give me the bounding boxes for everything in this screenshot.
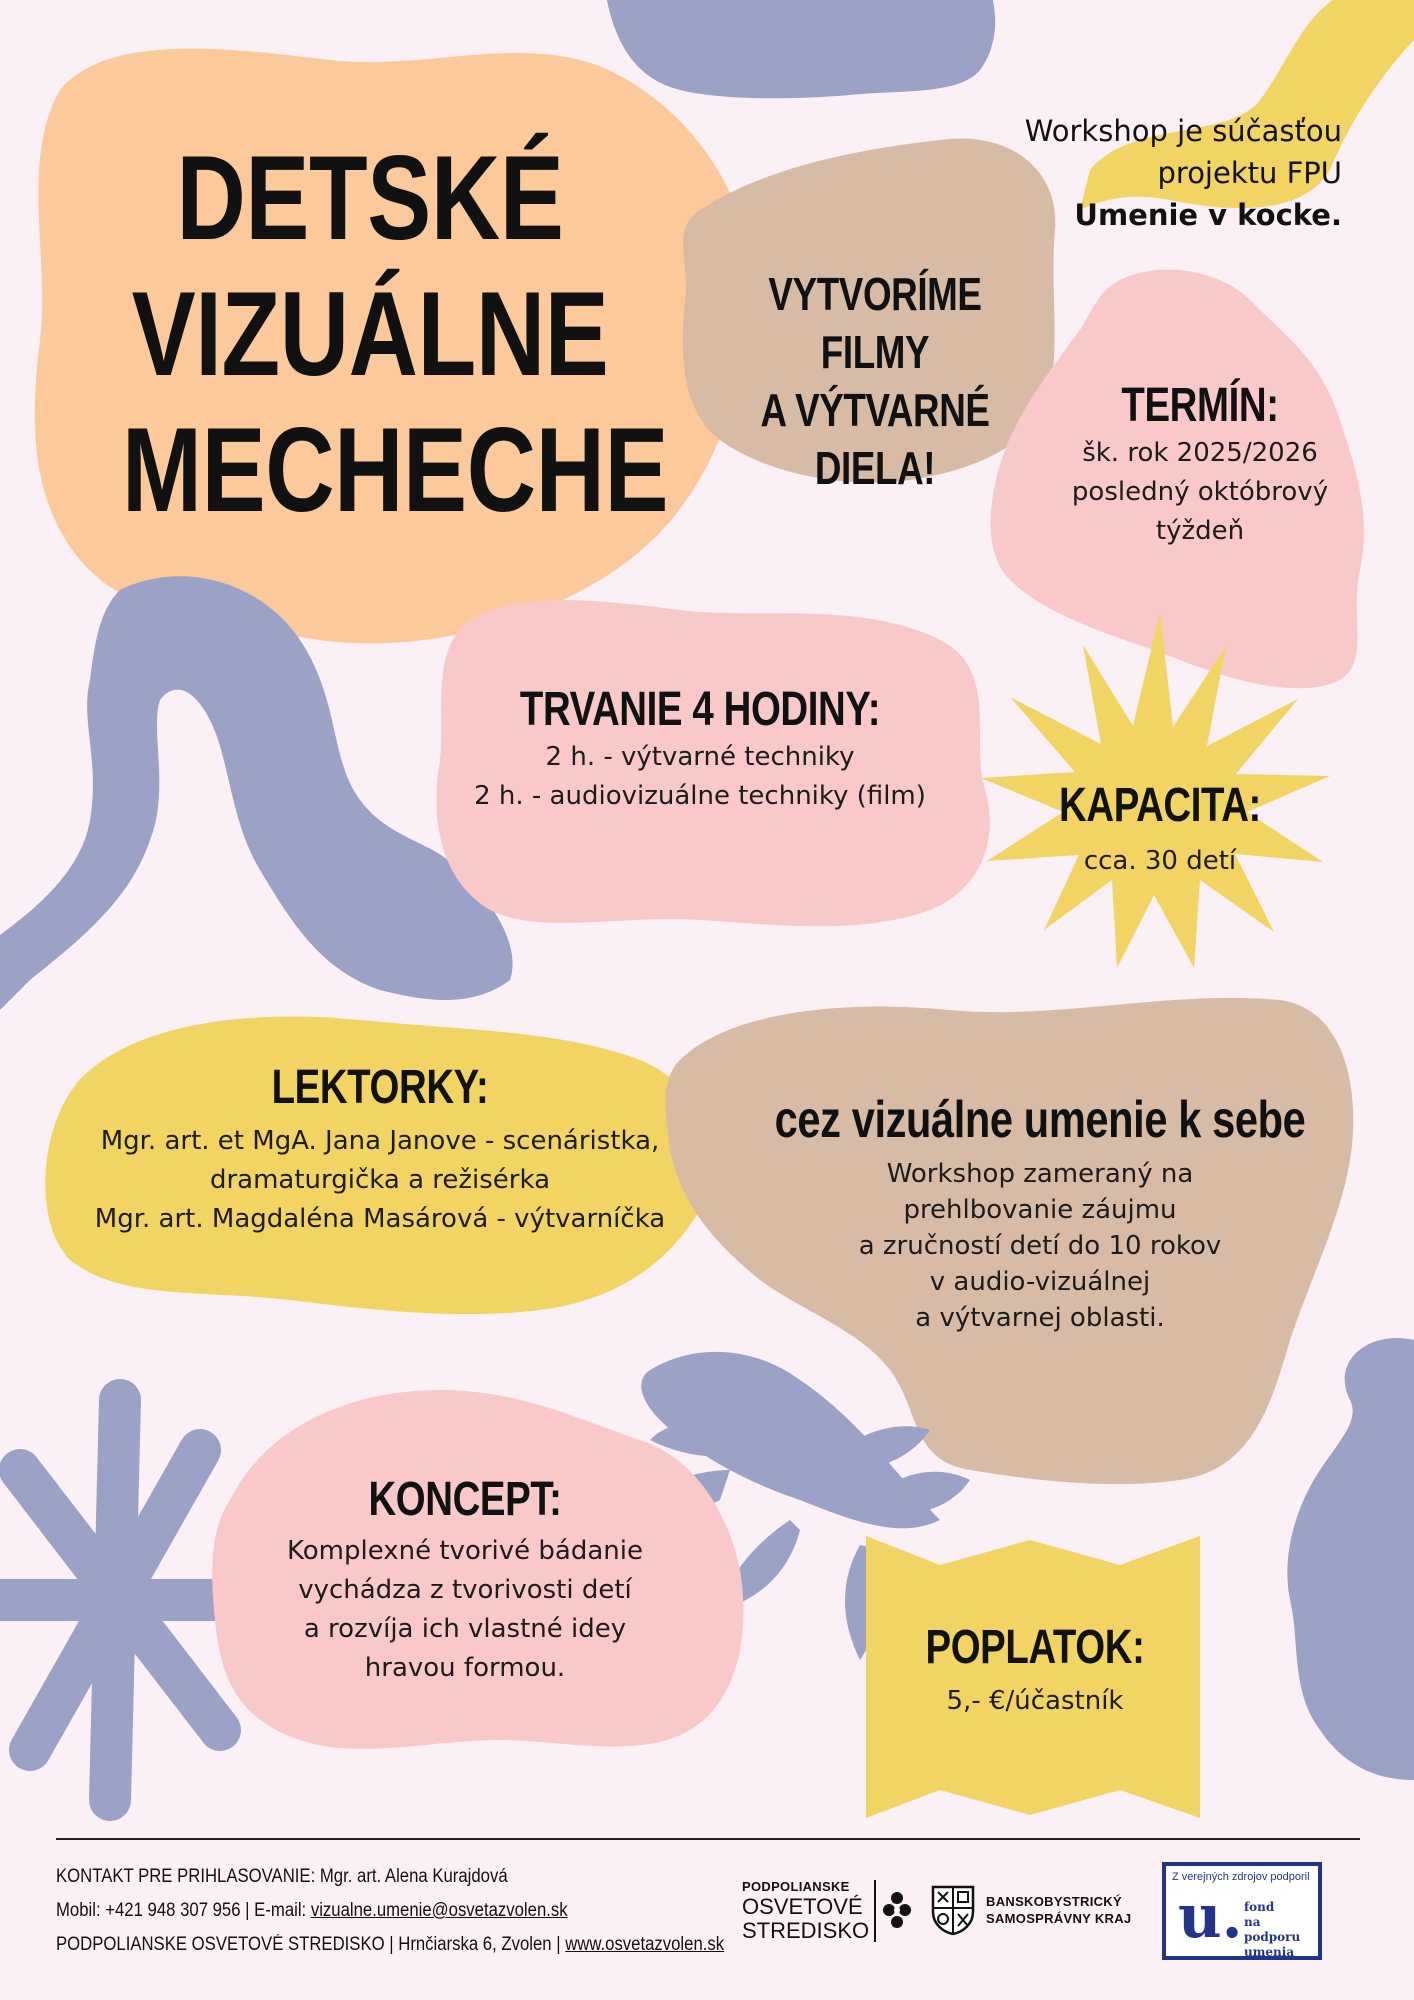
- koncept-line: Komplexné tvorivé bádanie: [286, 1536, 643, 1566]
- contact-info: [56, 1860, 815, 1962]
- fpu-logo-name-2: na podporu: [1244, 1915, 1301, 1944]
- title-line-2: VIZUÁLNE: [131, 267, 609, 401]
- bbsk-logo: [930, 1884, 1131, 1936]
- contact-person: KONTAKT PRE PRIHLASOVANIE: Mgr. art. Alena Kurajdová: [56, 1866, 508, 1887]
- lektorky-section: [40, 1060, 720, 1239]
- umenie-line: prehlbovanie záujmu: [903, 1195, 1177, 1225]
- termin-heading: TERMÍN:: [1121, 379, 1279, 432]
- pos-logo-line-2: OSVETOVÉ: [742, 1894, 863, 1919]
- contact-mobile-row: [56, 1894, 724, 1928]
- lektorky-line: Mgr. art. Magdaléna Masárová - výtvarníčka: [94, 1204, 666, 1234]
- koncept-line: a rozvíja ich vlastné idey: [303, 1614, 627, 1644]
- trvanie-line: 2 h. - výtvarné techniky: [545, 742, 855, 772]
- bbsk-logo-line-2: SAMOSPRÁVNY KRAJ: [986, 1911, 1132, 1926]
- lavender-blob-bottom-right-shape: [1287, 1338, 1414, 1780]
- kapacita-value: cca. 30 detí: [1083, 846, 1237, 876]
- project-line-1: Workshop je súčasťou: [1024, 114, 1342, 148]
- umenie-line: a zručností detí do 10 rokov: [858, 1231, 1222, 1261]
- project-note: [1025, 110, 1342, 236]
- tagline-line-1: VYTVORÍME FILMY: [768, 268, 982, 378]
- website-link[interactable]: www.osvetazvolen.sk: [565, 1934, 725, 1955]
- trvanie-heading: TRVANIE 4 HODINY:: [519, 683, 881, 736]
- termin-line: posledný októbrový: [1071, 477, 1329, 507]
- poplatok-value: 5,- €/účastník: [946, 1686, 1124, 1716]
- poplatok-section: [880, 1620, 1190, 1721]
- fpu-logo-caption: Z verejných zdrojov podporil: [1172, 1871, 1310, 1883]
- lektorky-heading: LEKTORKY:: [271, 1061, 489, 1114]
- koncept-body: [230, 1532, 700, 1688]
- koncept-heading: KONCEPT:: [368, 1473, 562, 1526]
- termin-body: [1010, 434, 1390, 551]
- bbsk-logo-line-1: BANSKOBYSTRICKÝ: [986, 1894, 1122, 1909]
- title-line-1: DETSKÉ: [176, 131, 564, 265]
- fpu-logo-name: [1244, 1900, 1318, 1960]
- kapacita-heading: KAPACITA:: [1059, 779, 1261, 832]
- tagline: [719, 265, 1031, 497]
- bbsk-logo-text: [986, 1893, 1131, 1927]
- fpu-logo: [1162, 1862, 1322, 1960]
- lektorky-body: [40, 1122, 720, 1239]
- umenie-line: v audio-vizuálnej: [929, 1267, 1151, 1297]
- koncept-line: vychádza z tvorivosti detí: [298, 1575, 632, 1605]
- contact-address: PODPOLIANSKE OSVETOVÉ STREDISKO | Hrnčiarska 6, Zvolen |: [56, 1934, 566, 1955]
- koncept-section: [230, 1472, 700, 1688]
- umenie-line: a výtvarnej oblasti.: [915, 1303, 1165, 1333]
- termin-section: [1010, 378, 1390, 551]
- email-link[interactable]: vizualne.umenie@osvetazvolen.sk: [310, 1900, 568, 1921]
- koncept-line: hravou formou.: [364, 1653, 566, 1683]
- fpu-logo-name-1: fond: [1244, 1900, 1275, 1914]
- page-title: [122, 130, 669, 538]
- footer-divider: [56, 1838, 1360, 1840]
- lavender-asterisk-shape: [0, 1400, 250, 1800]
- pos-logo-line-1: PODPOLIANSKE: [742, 1879, 850, 1894]
- title-line-3: MECHECHE: [122, 403, 669, 537]
- pos-logo: [742, 1878, 917, 1944]
- trvanie-section: [400, 682, 1000, 816]
- project-line-2: projektu FPU: [1157, 156, 1342, 190]
- fpu-logo-letter: u.: [1178, 1882, 1243, 1952]
- umenie-line: Workshop zameraný na: [886, 1159, 1194, 1189]
- trvanie-body: [400, 738, 1000, 816]
- coat-of-arms-icon: [930, 1884, 976, 1936]
- lavender-top-shape: [605, 0, 995, 98]
- pos-logo-text: [742, 1879, 869, 1943]
- umenie-body: [700, 1156, 1380, 1336]
- tagline-line-2: A VÝTVARNÉ DIELA!: [760, 384, 990, 494]
- lektorky-line: dramaturgička a režisérka: [209, 1165, 551, 1195]
- kapacita-section: [1000, 778, 1320, 881]
- termin-line: šk. rok 2025/2026: [1082, 438, 1318, 468]
- pos-logo-line-3: STREDISKO: [742, 1918, 870, 1943]
- contact-address-row: [56, 1928, 724, 1962]
- project-name: Umenie v kocke.: [1074, 198, 1342, 232]
- poplatok-heading: POPLATOK:: [925, 1621, 1145, 1674]
- umenie-section: [700, 1090, 1380, 1336]
- umenie-heading: cez vizuálne umenie k sebe: [774, 1091, 1306, 1149]
- trvanie-line: 2 h. - audiovizuálne techniky (film): [474, 781, 926, 811]
- contact-mobile: Mobil: +421 948 307 956 | E-mail:: [56, 1900, 311, 1921]
- termin-line: týždeň: [1155, 516, 1245, 546]
- fpu-logo-name-3: umenia: [1244, 1945, 1295, 1959]
- lektorky-line: Mgr. art. et MgA. Jana Janove - scenáristka,: [100, 1126, 660, 1156]
- flower-icon: [869, 1878, 917, 1944]
